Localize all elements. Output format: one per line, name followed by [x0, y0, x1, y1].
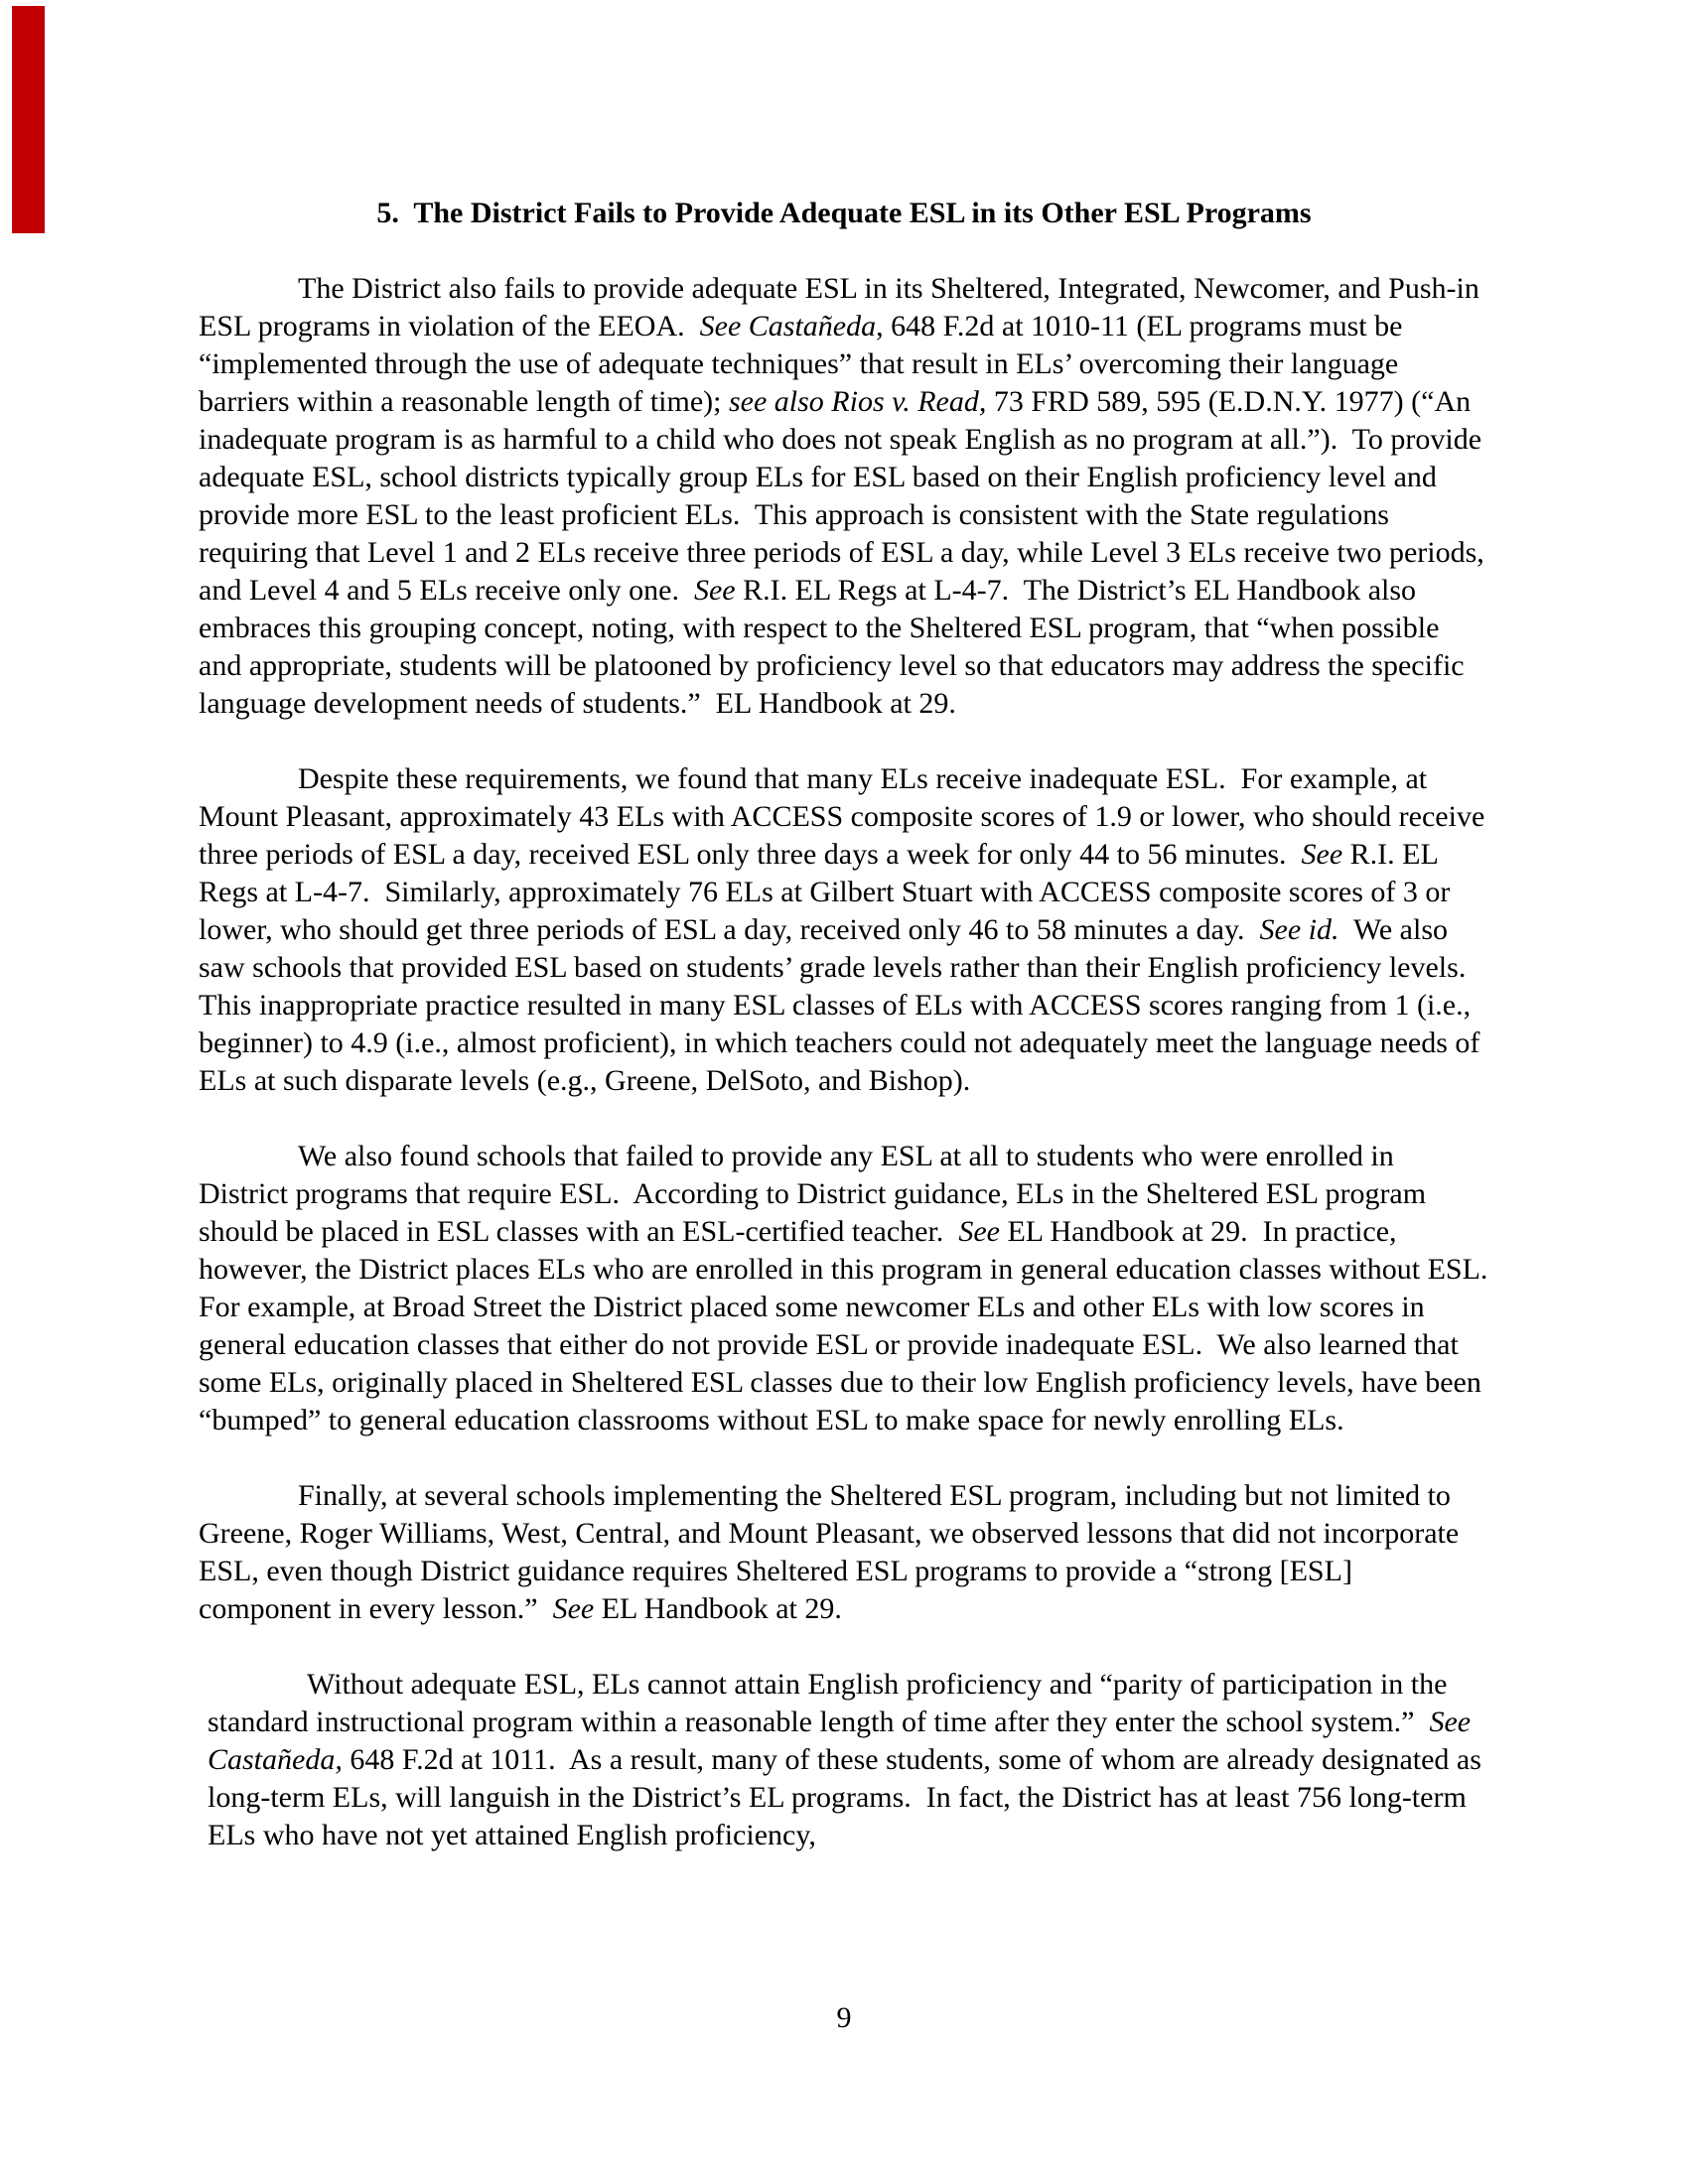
paragraph — [199, 270, 1492, 723]
text-segment: EL Handbook at 29. In practice, however, the District places ELs who are enrolled in this program in general education classes without ESL. For example, at Broad Street the District placed some newcomer ELs and other ELs with low scores in general education classes that either do not provide ESL or provide inadequate ESL. We also learned that some ELs, originally placed in Sheltered ESL classes due to their low English proficiency levels, have been “bumped” to general education classrooms without ESL to make space for newly enrolling ELs. — [199, 1215, 1503, 1436]
text-segment: The District also fails to provide adequate ESL in its Sheltered, Integrated, Newcomer, and Push-in ESL programs in violation of the EEOA. — [199, 272, 1487, 342]
document-body — [199, 195, 1503, 1854]
text-segment: We also saw schools that provided ESL based on students’ grade levels rather than their English proficiency levels. This inappropriate practice resulted in many ESL classes of ELs with ACCESS scores ranging from 1 (i.e., beginner) to 4.9 (i.e., almost proficient), in which teachers could not adequately meet the language needs of ELs at such disparate levels (e.g., Greene, DelSoto, and Bishop). — [199, 913, 1487, 1097]
italic-text-segment: See Castañeda — [699, 310, 877, 342]
text-segment: 648 F.2d at 1011. As a result, many of these students, some of whom are already designated as long-term ELs, will languish in the District’s EL programs. In fact, the District has at least 756 long-term ELs who have not yet attained English proficiency, — [208, 1743, 1489, 1851]
text-segment: 73 FRD 589, 595 (E.D.N.Y. 1977) (“An inadequate program is as harmful to a child who does not speak English as no program at all.”). To provide adequate ESL, school districts typically group ELs for ESL based on their English proficiency level and provide more ESL to the least proficient ELs. This approach is consistent with the State regulations requiring that Level 1 and 2 ELs receive three periods of ESL a day, while Level 3 ELs receive two periods, and Level 4 and 5 ELs receive only one. — [199, 385, 1492, 607]
paragraph — [199, 760, 1492, 1100]
paragraph-container — [199, 270, 1503, 1854]
text-segment: Despite these requirements, we found that many ELs receive inadequate ESL. For example, at Mount Pleasant, approximately 43 ELs with ACCESS composite scores of 1.9 or lower, who should receive three periods of ESL a day, received ESL only three days a week for only 44 to 56 minutes. — [199, 762, 1492, 871]
text-segment: , 648 F.2d at 1010-11 (EL programs must be “implemented through the use of adequate techniques” that result in ELs’ overcoming their language barriers within a reasonable length of time); — [199, 310, 1410, 418]
text-segment: EL Handbook at 29. — [594, 1592, 842, 1625]
italic-text-segment: See — [958, 1215, 1000, 1248]
italic-text-segment: See — [1301, 838, 1343, 871]
italic-text-segment: see also Rios v. Read, — [728, 385, 987, 418]
italic-text-segment: See id. — [1259, 913, 1339, 946]
italic-text-segment: See Castañeda, — [208, 1706, 1478, 1776]
text-segment: Without adequate ESL, ELs cannot attain English proficiency and “parity of participation in the standard instructional program within a reasonable length of time after they enter the school system.” — [208, 1668, 1455, 1738]
paragraph — [199, 1666, 1489, 1854]
italic-text-segment: See — [552, 1592, 595, 1625]
text-segment: Finally, at several schools implementing the Sheltered ESL program, including but not limited to Greene, Roger Williams, West, Central, and Mount Pleasant, we observed lessons that did not incorporate ESL, even though District guidance requires Sheltered ESL programs to provide a “strong [ESL] component in every lesson.” — [199, 1479, 1467, 1625]
paragraph — [199, 1477, 1489, 1628]
text-segment: R.I. EL Regs at L-4-7. Similarly, approximately 76 ELs at Gilbert Stuart with ACCESS composite scores of 3 or lower, who should get three periods of ESL a day, received only 46 to 58 minutes a day. — [199, 838, 1458, 946]
section-heading: 5. The District Fails to Provide Adequate ESL in its Other ESL Programs — [376, 197, 1312, 229]
text-segment: R.I. EL Regs at L-4-7. The District’s EL Handbook also embraces this grouping concept, noting, with respect to the Sheltered ESL program, that “when possible and appropriate, students will be platooned by proficiency level so that educators may address the specific language development needs of students.” EL Handbook at 29. — [199, 574, 1473, 720]
page-number: 9 — [836, 2001, 852, 2034]
text-segment: We also found schools that failed to provide any ESL at all to students who were enrolled in District programs that require ESL. According to District guidance, ELs in the Sheltered ESL program should be placed in ESL classes with an ESL-certified teacher. — [199, 1140, 1434, 1248]
red-margin-mark — [12, 6, 45, 233]
paragraph — [199, 1138, 1503, 1439]
italic-text-segment: See — [693, 574, 736, 607]
